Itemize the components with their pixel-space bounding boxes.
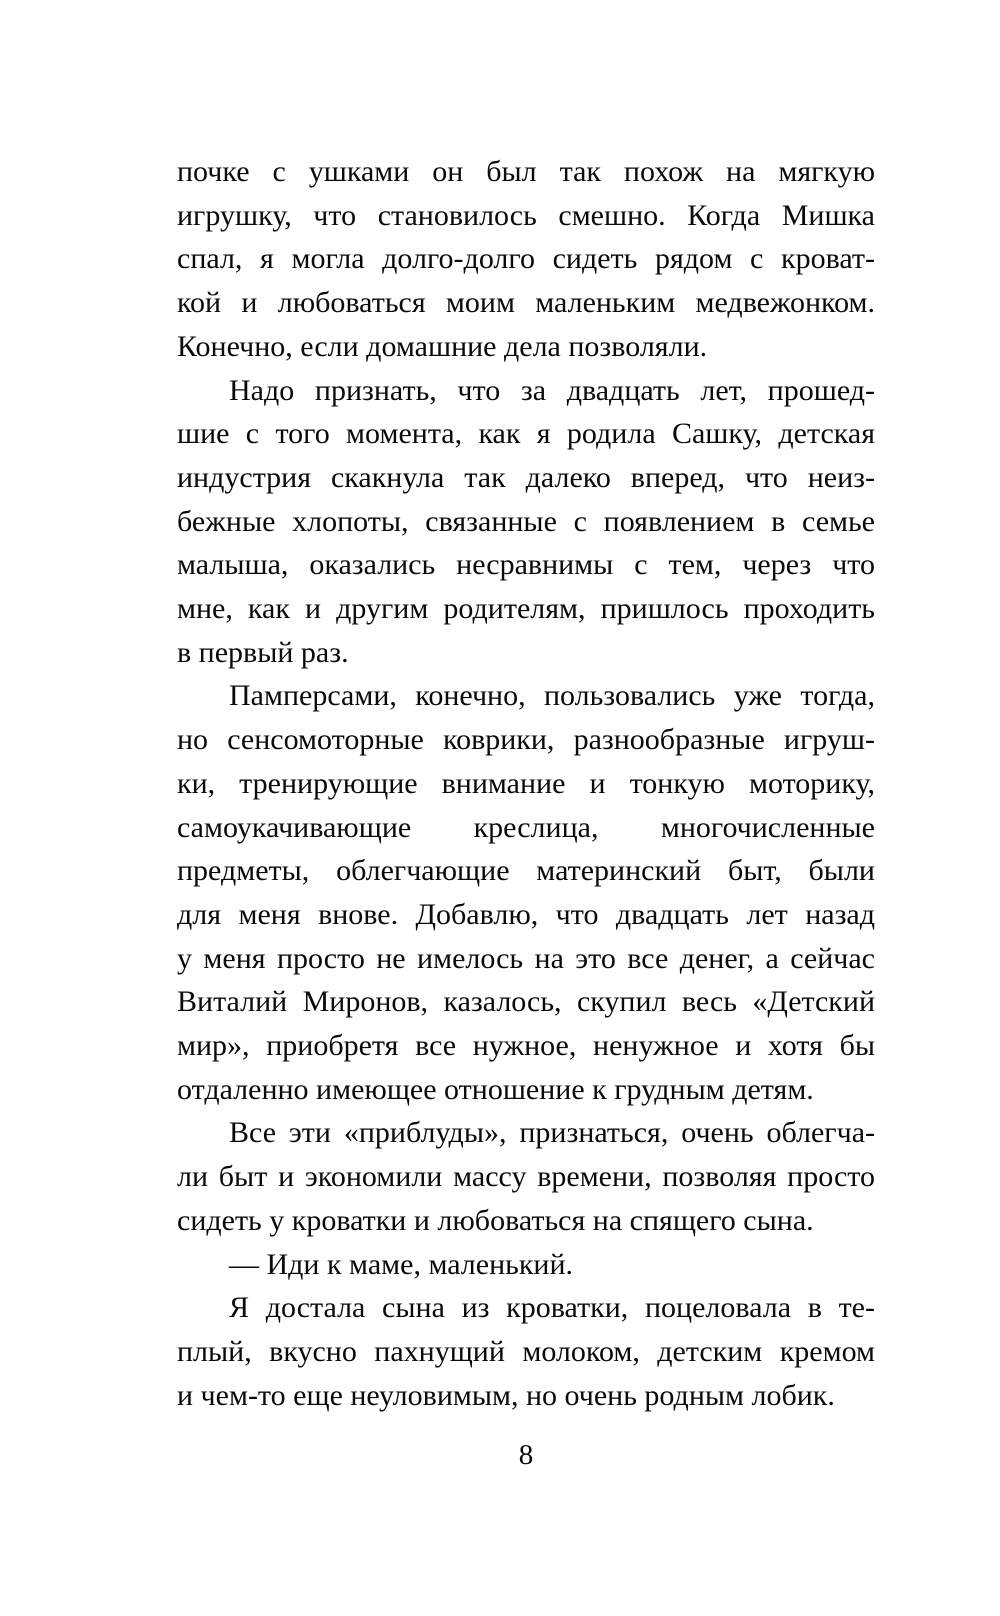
text-line: почке с ушками он был так похож на мягкую (177, 155, 875, 188)
paragraph (177, 1111, 875, 1242)
text-line: Конечно, если домашние дела позволяли. (177, 329, 708, 363)
text-line: в первый раз. (177, 635, 349, 669)
text-line: кой и любоваться моим маленьким медвежонком. (177, 286, 875, 320)
text-line: индустрия скакнула так далеко вперед, что неиз- (177, 460, 875, 494)
text-line: у меня просто не имелось на это все денег, а сейчас (177, 941, 875, 975)
text-line: ли быт и экономили массу времени, позволяя просто (177, 1160, 875, 1194)
page-number: 8 (518, 1439, 534, 1471)
text-line: шие с того момента, как я родила Сашку, детская (177, 417, 875, 451)
text-line: но сенсомоторные коврики, разнообразные игруш- (177, 723, 875, 757)
text-line: игрушку, что становилось смешно. Когда Мишка (177, 198, 875, 232)
paragraph (177, 674, 875, 1111)
text-line: мир», приобретя все нужное, ненужное и хотя бы (177, 1029, 875, 1063)
text-line: Виталий Миронов, казалось, скупил весь «Детский (177, 985, 875, 1019)
text-line: мне, как и другим родителям, пришлось проходить (177, 592, 875, 626)
text-line: предметы, облегчающие материнский быт, были (177, 854, 875, 888)
text-line: Все эти «приблуды», признаться, очень облегча- (229, 1116, 875, 1150)
text-line: малыша, оказались несравнимы с тем, через что (177, 548, 875, 582)
paragraph (177, 1286, 875, 1417)
text-line: Я достала сына из кроватки, поцеловала в те- (229, 1291, 875, 1325)
text-line: плый, вкусно пахнущий молоком, детским кремом (177, 1334, 875, 1368)
paragraph (177, 150, 875, 369)
text-line: сидеть у кроватки и любоваться на спящего сына. (177, 1203, 814, 1237)
text-line: бежные хлопоты, связанные с появлением в семье (177, 504, 875, 538)
text-line: и чем-то еще неуловимым, но очень родным лобик. (177, 1378, 835, 1412)
text-line: спал, я могла долго-долго сидеть рядом с кроват- (177, 242, 875, 276)
text-line: отдаленно имеющее отношение к грудным детям. (177, 1072, 814, 1106)
paragraph (177, 1243, 875, 1287)
text-line: ки, тренирующие внимание и тонкую моторику, (177, 766, 875, 800)
page-text (177, 150, 875, 1417)
text-line: Надо признать, что за двадцать лет, прошед- (229, 373, 875, 407)
text-line: — Иди к маме, маленький. (229, 1247, 574, 1281)
text-line: самоукачивающие креслица, многочисленные (177, 810, 875, 844)
paragraph (177, 369, 875, 675)
text-line: Памперсами, конечно, пользовались уже тогда, (229, 679, 875, 713)
text-line: для меня внове. Добавлю, что двадцать лет назад (177, 897, 875, 931)
